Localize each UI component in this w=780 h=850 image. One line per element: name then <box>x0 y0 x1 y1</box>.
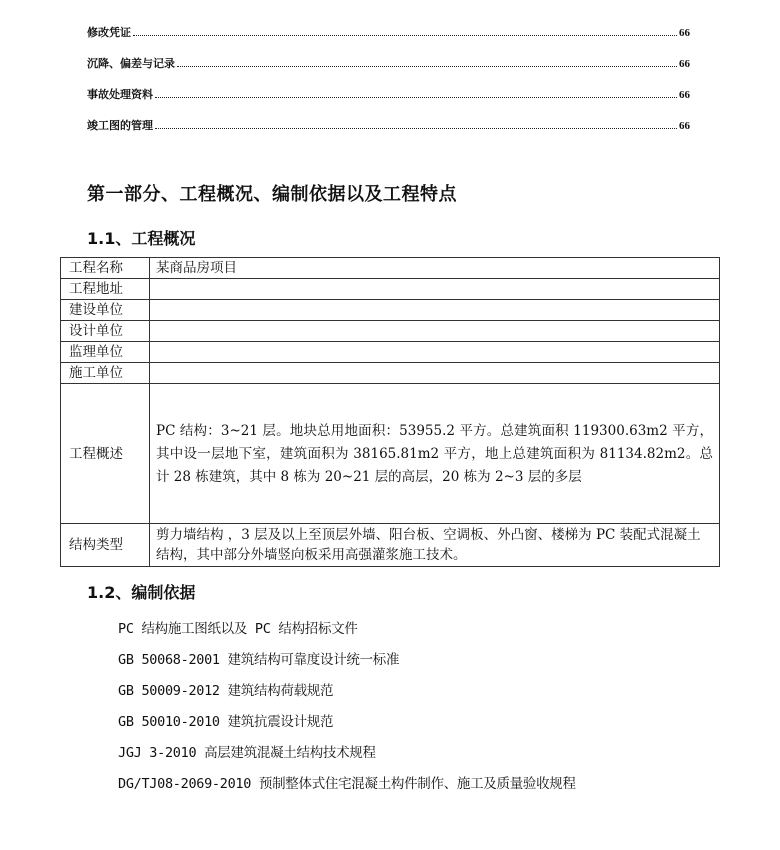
row-value <box>150 524 720 567</box>
table-row-overview <box>61 384 720 524</box>
table-row <box>61 279 720 300</box>
table-row <box>61 258 720 279</box>
toc-entry-page: 66 <box>679 27 690 39</box>
list-item: JGJ 3-2010 高层建筑混凝土结构技术规程 <box>118 745 376 761</box>
row-value <box>150 342 720 363</box>
row-label: 监理单位 <box>61 342 150 363</box>
section-heading-overview: 1.1、工程概况 <box>87 229 196 248</box>
toc-entry-page: 66 <box>679 89 690 101</box>
toc-entry-title: 沉降、偏差与记录 <box>87 57 175 70</box>
row-value <box>150 300 720 321</box>
toc-entry-title: 修改凭证 <box>87 26 131 39</box>
table-row <box>61 321 720 342</box>
table-row <box>61 363 720 384</box>
row-label: 建设单位 <box>61 300 150 321</box>
row-label: 工程地址 <box>61 279 150 300</box>
row-label: 工程名称 <box>61 258 150 279</box>
row-value <box>150 384 720 524</box>
list-item: PC 结构施工图纸以及 PC 结构招标文件 <box>118 621 358 637</box>
row-value <box>150 321 720 342</box>
row-label: 工程概述 <box>61 384 150 524</box>
toc-leader-dots <box>155 96 677 98</box>
table-of-contents <box>87 24 690 148</box>
project-overview-table <box>60 257 720 567</box>
list-item: GB 50010-2010 建筑抗震设计规范 <box>118 714 334 730</box>
toc-entry[interactable] <box>87 117 690 148</box>
list-item: GB 50009-2012 建筑结构荷载规范 <box>118 683 334 699</box>
list-item: GB 50068-2001 建筑结构可靠度设计统一标准 <box>118 652 400 668</box>
row-label: 施工单位 <box>61 363 150 384</box>
row-value <box>150 363 720 384</box>
toc-entry[interactable] <box>87 86 690 117</box>
row-value: 某商品房项目 <box>150 258 720 279</box>
toc-entry-title: 竣工图的管理 <box>87 119 153 132</box>
toc-entry[interactable] <box>87 24 690 55</box>
list-item: DG/TJ08-2069-2010 预制整体式住宅混凝土构件制作、施工及质量验收规程 <box>118 776 576 792</box>
table-row-structure <box>61 524 720 567</box>
table-row <box>61 342 720 363</box>
toc-leader-dots <box>155 127 677 129</box>
toc-leader-dots <box>177 65 677 67</box>
toc-entry-page: 66 <box>679 58 690 70</box>
toc-leader-dots <box>133 34 677 36</box>
row-label: 设计单位 <box>61 321 150 342</box>
section-heading-basis: 1.2、编制依据 <box>87 583 196 602</box>
structure-text: 剪力墙结构 ，3 层及以上至顶层外墙、阳台板、空调板、外凸窗、楼梯为 PC 装配式混凝土结构，其中部分外墙竖向板采用高强灌浆施工技术。 <box>156 527 701 563</box>
part-heading: 第一部分、工程概况、编制依据以及工程特点 <box>87 184 457 205</box>
row-value <box>150 279 720 300</box>
row-label: 结构类型 <box>61 524 150 567</box>
table-row <box>61 300 720 321</box>
overview-text: PC 结构：3~21 层。地块总用地面积：53955.2 平方。总建筑面积 119300.63m2 平方，其中设一层地下室，建筑面积为 38165.81m2 平方，地上总建筑面积为 81134.82m2。总计 28 栋建筑，其中 8 栋为 20~21 层的高层，20 栋为 2~3 层的多层 <box>156 423 713 485</box>
basis-list <box>118 614 738 800</box>
toc-entry[interactable] <box>87 55 690 86</box>
toc-entry-title: 事故处理资料 <box>87 88 153 101</box>
toc-entry-page: 66 <box>679 120 690 132</box>
